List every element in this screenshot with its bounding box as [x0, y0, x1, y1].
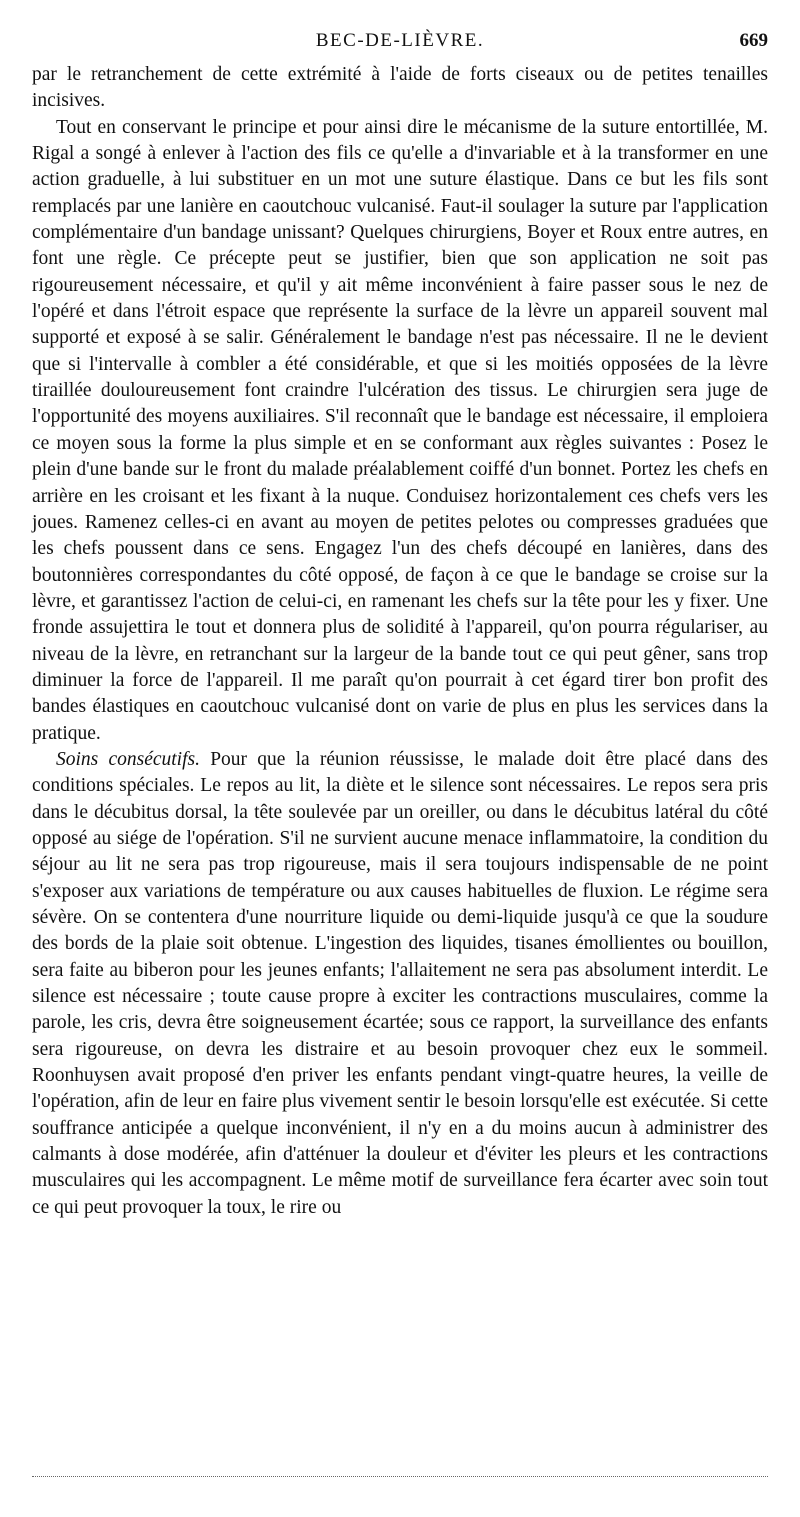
paragraph-text: Tout en conservant le principe et pour ainsi dire le mécanisme de la suture entortillée, M. Rigal a songé à enlever à l'action des fils ce qu'elle a d'invariable et à la transformer en une action graduelle, à lui substituer en un mot une suture élastique. Dans ce but les fils sont remplacés par une lanière en caoutchouc vulcanisé. Faut-il soulager la suture par l'application complémentaire d'un bandage unissant? Quelques chirurgiens, Boyer et Roux entre autres, en font une règle. Ce précepte peut se justifier, bien que son application ne soit pas rigoureusement nécessaire, et qu'il y ait même inconvénient à faire passer sous le nez de l'opéré et dans l'étroit espace que représente la surface de la lèvre un appareil souvent mal supporté et exposé à se salir. Généralement le bandage n'est pas nécessaire. Il ne le devient que si l'intervalle à combler a été considérable, et que si les moitiés opposées de la lèvre tiraillée douloureusement font craindre l'ulcération des tissus. Le chirurgien sera juge de l'opportunité des moyens auxiliaires. S'il reconnaît que le bandage est nécessaire, il emploiera ce moyen sous la forme la plus simple et en se conformant aux règles suivantes : Posez le plein d'une bande sur le front du malade préalablement coiffé d'un bonnet. Portez les chefs en arrière en les croisant et les fixant à la nuque. Conduisez horizontalement ces chefs vers les joues. Ramenez celles-ci en avant au moyen de petites pelotes ou compresses graduées que les chefs poussent dans ce sens. Engagez l'un des chefs découpé en lanières, dans des boutonnières correspondantes du côté opposé, de façon à ce que le bandage se croise sur la lèvre, et garantissez l'action de celui-ci, en ramenant les chefs sur la tête pour les y fixer. Une fronde assujettira le tout et donnera plus de solidité à l'appareil, qu'on pourra régulariser, au niveau de la lèvre, en retranchant sur la largeur de la bande tout ce qui peut gêner, sans trop diminuer la force de l'appareil. Il me paraît qu'on pourrait à cet égard tirer bon profit des bandes élastiques en caoutchouc vulcanisé dont on varie de plus en plus les services dans la pratique. — [32, 116, 768, 744]
page-number: 669 — [739, 30, 768, 51]
paragraph-text: par le retranchement de cette extrémité à l'aide de forts ciseaux ou de petites tenailles incisives. — [32, 64, 768, 112]
running-head — [32, 30, 768, 58]
running-title: BEC-DE-LIÈVRE. — [315, 30, 485, 51]
paragraph-aftercare — [32, 747, 768, 1221]
paragraph-text: Pour que la réunion réussisse, le malade doit être placé dans des conditions spéciales. Le repos au lit, la diète et le silence sont nécessaires. Le repos sera pris dans le décubitus dorsal, la tête soulevée par un oreiller, ou dans le décubitus latéral du côté opposé au siége de l'opération. S'il ne survient aucune menace inflammatoire, la condition du séjour au lit ne sera pas trop rigoureuse, mais il sera toujours indispensable de ne point s'exposer aux variations de température ou aux causes habituelles de fluxion. Le régime sera sévère. On se contentera d'une nourriture liquide ou demi-liquide jusqu'à ce que la soudure des bords de la plaie soit obtenue. L'ingestion des liquides, tisanes émollientes ou bouillon, sera faite au biberon pour les jeunes enfants; l'allaitement ne sera pas absolument interdit. Le silence est nécessaire ; toute cause propre à exciter les contractions musculaires, comme la parole, les cris, devra être soigneusement écartée; sous ce rapport, la surveillance des enfants sera rigoureuse, on devra les distraire et au besoin provoquer chez eux le sommeil. Roonhuysen avait proposé d'en priver les enfants pendant vingt-quatre heures, la veille de l'opération, afin de leur en faire plus vivement sentir le besoin lorsqu'elle est exécutée. Si cette souffrance anticipée a quelque inconvénient, il n'y en a du moins aucun à administrer des calmants à dose modérée, afin d'atténuer la douleur et d'éviter les pleurs et les contractions musculaires qui les accompagnent. Le même motif de surveillance fera écarter avec soin tout ce qui peut provoquer la toux, le rire ou — [32, 748, 769, 1218]
paragraph-continuation — [32, 62, 768, 115]
body-text — [32, 62, 768, 1221]
paragraph-elastic-suture — [32, 115, 768, 747]
section-sidehead: Soins consécutifs. — [56, 748, 211, 770]
footer-rule — [32, 1476, 768, 1477]
